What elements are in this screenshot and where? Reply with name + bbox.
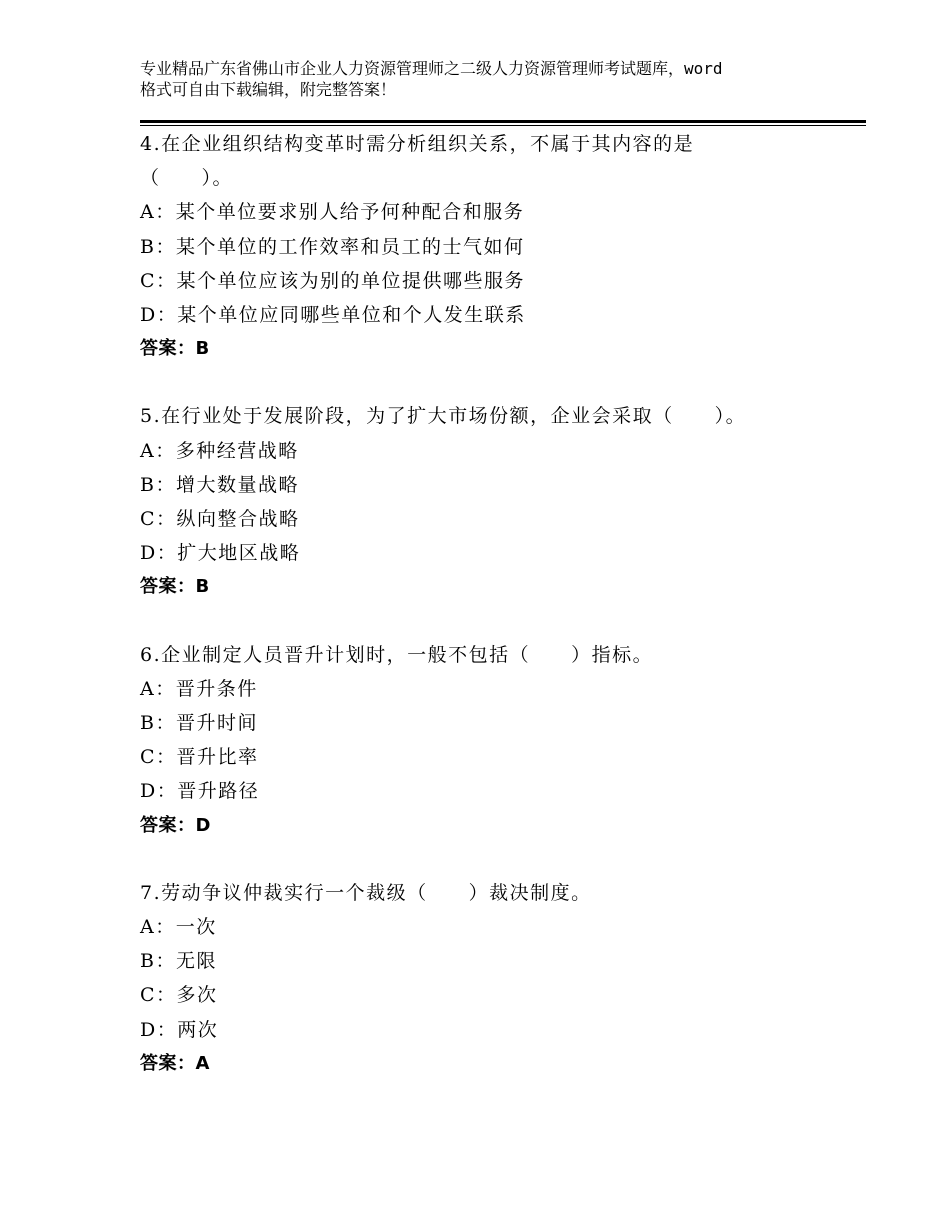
question-stem: 6.企业制定人员晋升计划时，一般不包括（ ）指标。 — [140, 643, 654, 666]
question-stem: 5.在行业处于发展阶段，为了扩大市场份额，企业会采取（ ）。 — [140, 405, 747, 428]
option-b: B：某个单位的工作效率和员工的士气如何 — [140, 235, 525, 258]
option-a: A：一次 — [140, 916, 217, 939]
option-d: D：扩大地区战略 — [140, 542, 301, 565]
option-d: D：某个单位应同哪些单位和个人发生联系 — [140, 304, 526, 327]
option-c: C：多次 — [140, 984, 218, 1007]
document-header — [140, 58, 840, 100]
header-line-2: 格式可自由下载编辑，附完整答案！ — [140, 80, 397, 99]
option-c: C：纵向整合战略 — [140, 508, 300, 531]
answer: 答案：A — [140, 1052, 210, 1074]
header-line-1: 专业精品广东省佛山市企业人力资源管理师之二级人力资源管理师考试题库，word — [140, 59, 723, 78]
option-a: A：某个单位要求别人给予何种配合和服务 — [140, 201, 525, 224]
option-c: C：某个单位应该为别的单位提供哪些服务 — [140, 269, 526, 292]
question-4 — [140, 127, 860, 366]
answer: 答案：B — [140, 338, 210, 360]
option-b: B：无限 — [140, 950, 217, 973]
question-7 — [140, 876, 860, 1081]
option-d: D：两次 — [140, 1018, 219, 1041]
header-rule-thin — [140, 125, 866, 126]
question-6 — [140, 638, 860, 843]
option-b: B：晋升时间 — [140, 712, 258, 735]
option-d: D：晋升路径 — [140, 780, 260, 803]
header-rule-thick — [140, 120, 866, 123]
answer: 答案：B — [140, 576, 210, 598]
question-5 — [140, 399, 860, 604]
answer: 答案：D — [140, 814, 211, 836]
option-a: A：晋升条件 — [140, 677, 258, 700]
option-c: C：晋升比率 — [140, 746, 259, 769]
question-stem-continued: （ ）。 — [140, 167, 234, 190]
option-a: A：多种经营战略 — [140, 439, 299, 462]
question-list — [140, 127, 860, 1114]
question-stem: 4.在企业组织结构变革时需分析组织关系，不属于其内容的是 — [140, 133, 695, 155]
option-b: B：增大数量战略 — [140, 473, 299, 496]
question-stem: 7.劳动争议仲裁实行一个裁级（ ）裁决制度。 — [140, 881, 592, 904]
